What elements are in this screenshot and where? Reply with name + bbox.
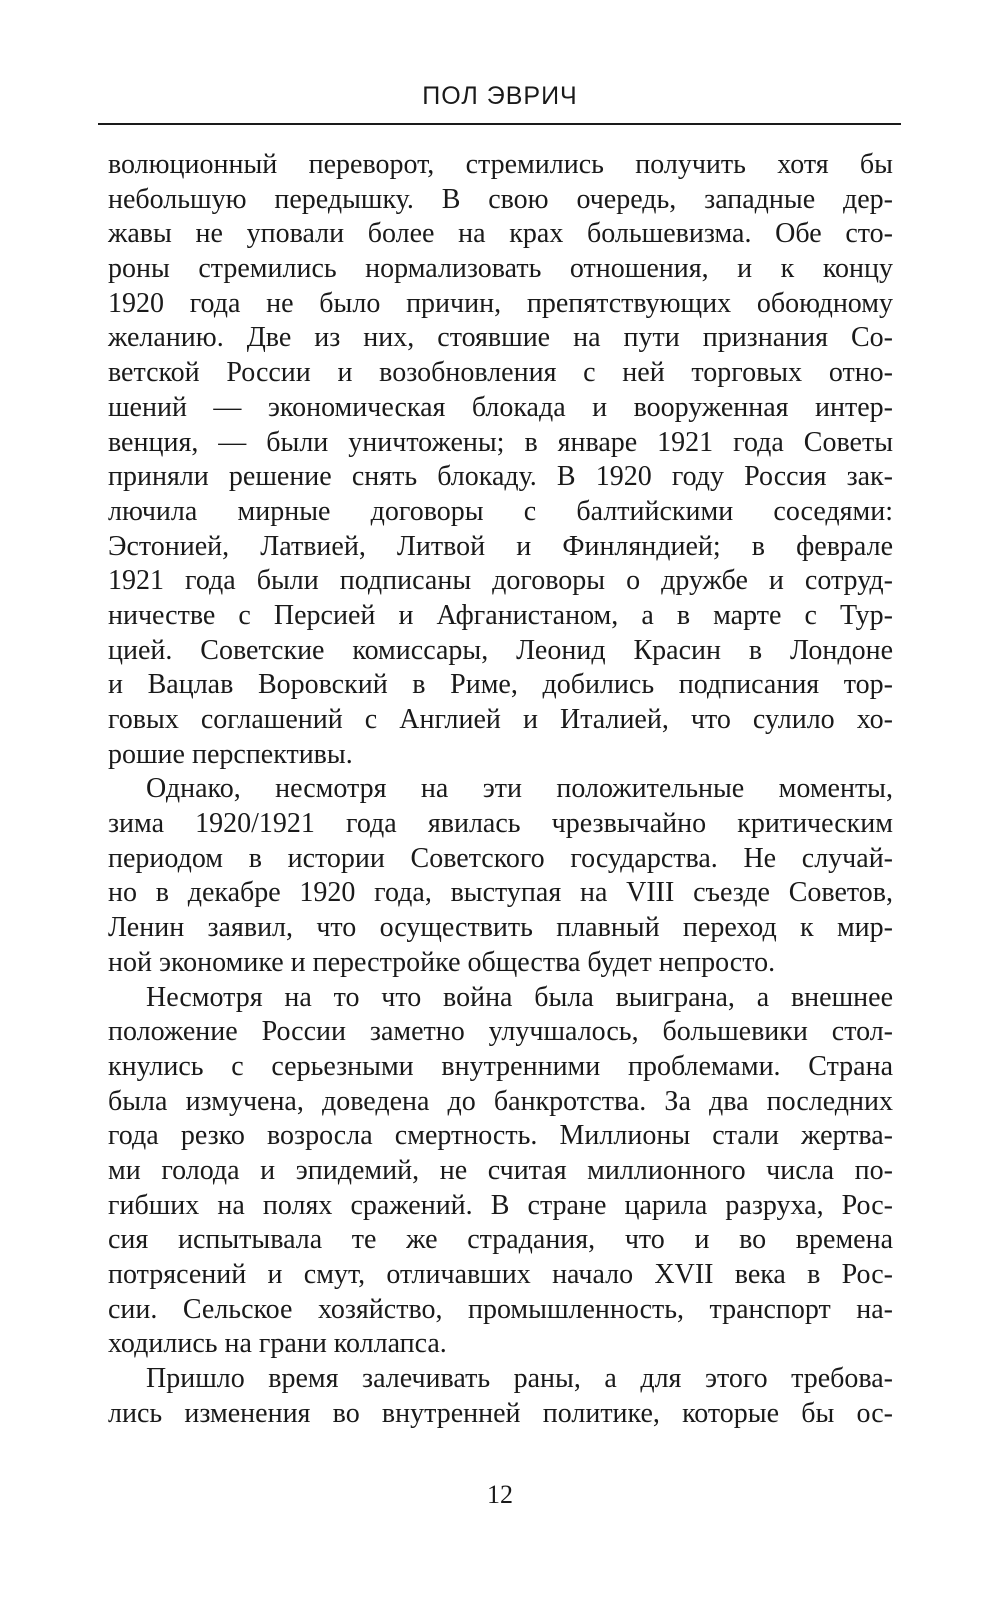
text-line: ной экономике и перестройке общества будет непросто. [108, 946, 776, 978]
text-line: и Вацлав Воровский в Риме, добились подписания тор- [108, 669, 893, 701]
text-line: говых соглашений с Англией и Италией, что сулило хо- [108, 704, 893, 735]
text-line: 1921 года были подписаны договоры о дружбе и сотруд- [108, 565, 893, 597]
running-head: ПОЛ ЭВРИЧ [422, 82, 578, 110]
paragraph-first-line: Однако, несмотря на эти положительные моменты, [146, 773, 893, 805]
text-line: сии. Сельское хозяйство, промышленность, транспорт на- [108, 1293, 893, 1325]
text-line: года резко возросла смертность. Миллионы стали жертва- [108, 1120, 893, 1152]
text-line: небольшую передышку. В свою очередь, западные дер- [108, 183, 893, 215]
text-line: цией. Советские комиссары, Леонид Красин в Лондоне [108, 634, 893, 666]
text-line: сия испытывала те же страдания, что и во времена [108, 1224, 893, 1256]
text-line: шений — экономическая блокада и вооруженная интер- [108, 391, 893, 423]
body-text [108, 148, 893, 1431]
text-line: Ленин заявил, что осуществить плавный переход к мир- [108, 912, 893, 944]
text-line: лючила мирные договоры с балтийскими соседями: [108, 495, 893, 527]
text-line: ми голода и эпидемий, не считая миллионного числа по- [108, 1154, 893, 1186]
text-line: приняли решение снять блокаду. В 1920 году Россия зак- [108, 461, 893, 493]
text-line: кнулись с серьезными внутренними проблемами. Страна [108, 1050, 893, 1082]
text-line: ветской России и возобновления с ней торговых отно- [108, 357, 893, 389]
paragraph-first-line: Несмотря на то что война была выиграна, а внешнее [146, 981, 893, 1013]
text-line: ходились на грани коллапса. [108, 1328, 447, 1360]
paragraph-first-line: Пришло время залечивать раны, а для этого требова- [146, 1363, 893, 1395]
text-line: но в декабре 1920 года, выступая на VIII съезде Советов, [108, 877, 893, 909]
text-line: периодом в истории Советского государства. Не случай- [108, 842, 893, 874]
text-line: была измучена, доведена до банкротства. За два последних [108, 1085, 893, 1117]
text-line: зима 1920/1921 года явилась чрезвычайно критическим [108, 808, 893, 840]
text-line: жавы не уповали более на крах большевизма. Обе сто- [108, 218, 893, 250]
text-line: роны стремились нормализовать отношения, и к концу [108, 253, 893, 285]
text-line: положение России заметно улучшалось, большевики стол- [108, 1016, 893, 1048]
text-line: лись изменения во внутренней политике, которые бы ос- [108, 1397, 893, 1429]
header-rule [98, 123, 901, 125]
page-number: 12 [487, 1480, 513, 1509]
text-line: желанию. Две из них, стоявшие на пути признания Со- [108, 322, 893, 354]
text-line: 1920 года не было причин, препятствующих обоюдному [108, 287, 893, 319]
text-line: потрясений и смут, отличавших начало XVII века в Рос- [108, 1259, 893, 1290]
text-line: гибших на полях сражений. В стране царила разруха, Рос- [108, 1189, 893, 1221]
text-line: волюционный переворот, стремились получить хотя бы [108, 149, 893, 180]
text-line: рошие перспективы. [108, 738, 353, 770]
text-line: ничестве с Персией и Афганистаном, а в марте с Тур- [108, 599, 893, 631]
text-line: Эстонией, Латвией, Литвой и Финляндией; в феврале [108, 530, 893, 562]
text-line: венция, — были уничтожены; в январе 1921 года Советы [108, 426, 893, 458]
